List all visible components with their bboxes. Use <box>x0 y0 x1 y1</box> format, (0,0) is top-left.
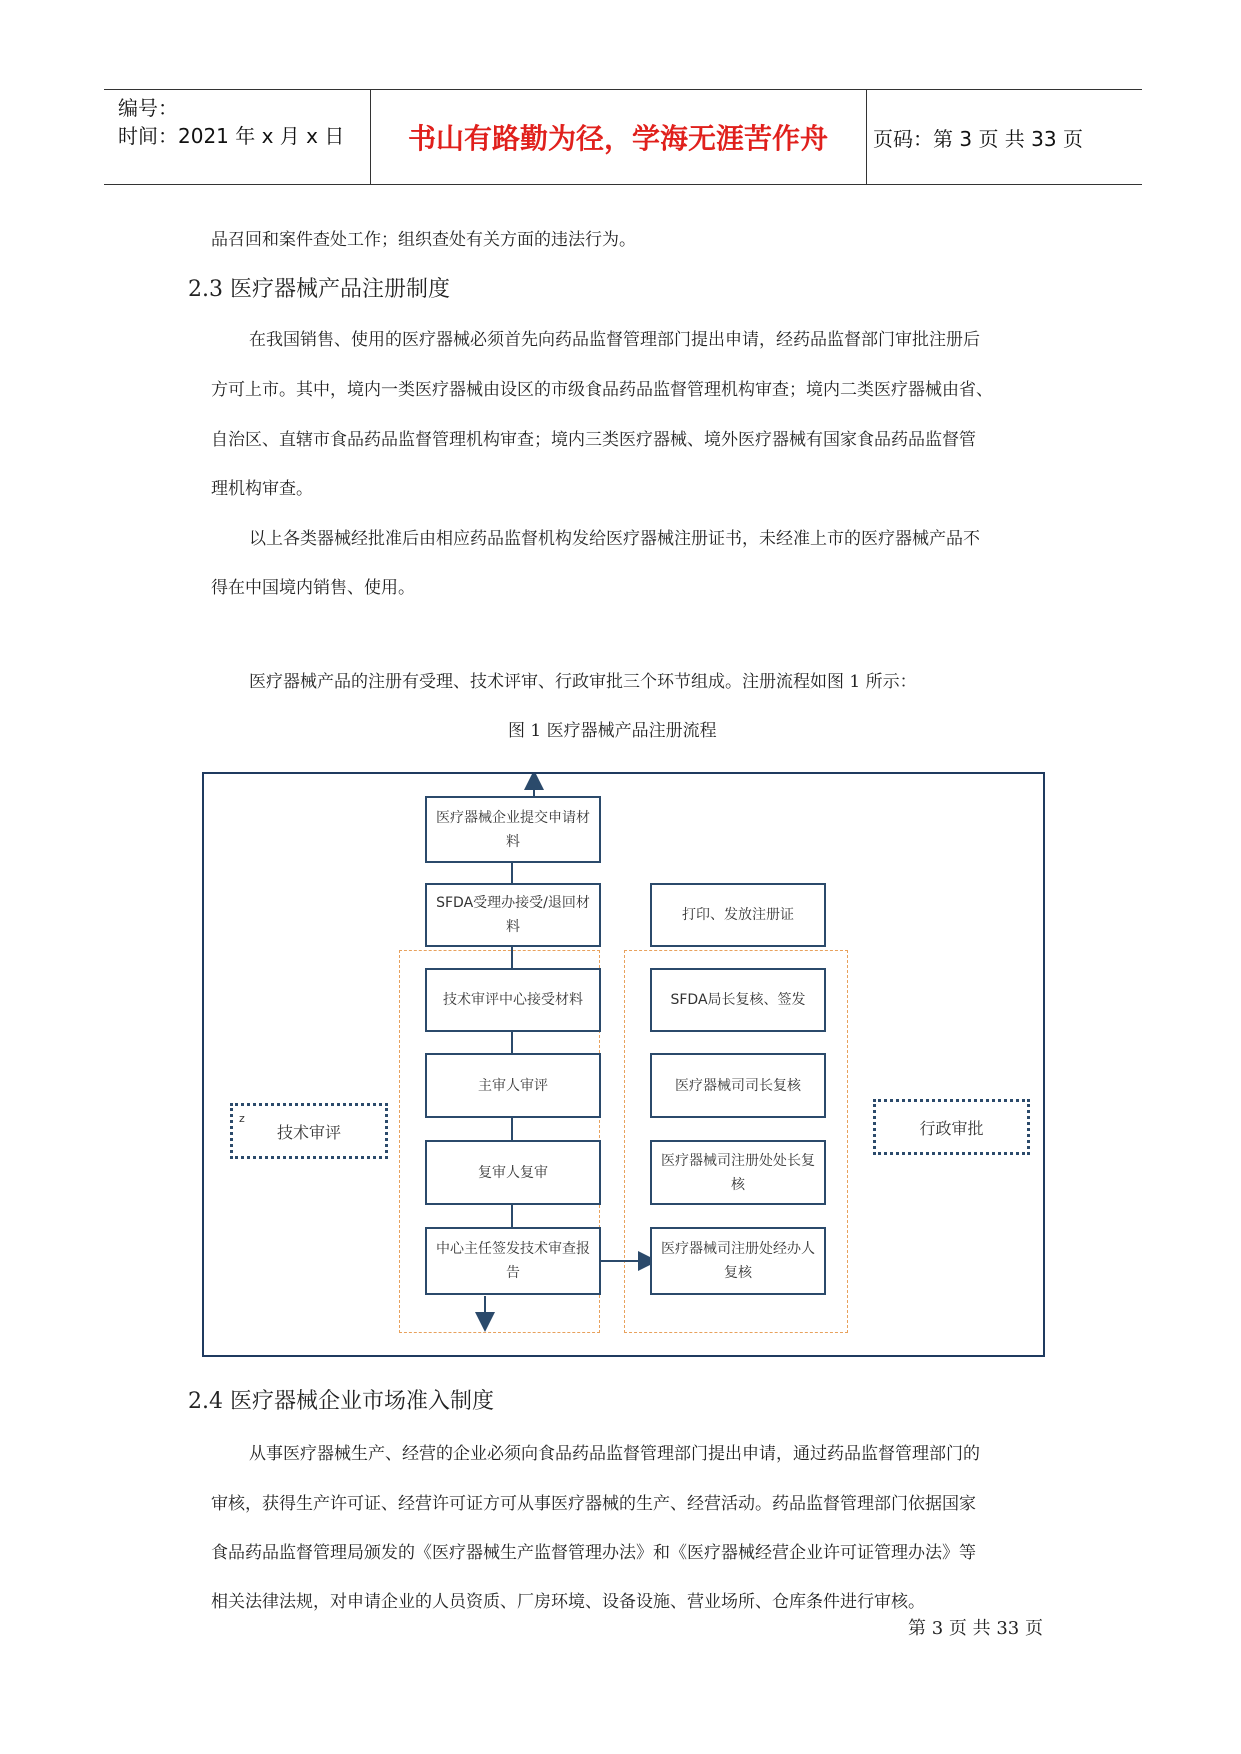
flow-step-director-sign: 中心主任签发技术审查报告 <box>425 1227 601 1295</box>
page-footer: 第 3 页 共 33 页 <box>908 1618 1043 1639</box>
paragraph-line: 方可上市。其中，境内一类医疗器械由设区的市级食品药品监督管理机构审查；境内二类医疗器械由省、 <box>211 380 993 400</box>
flow-connector <box>511 1118 513 1140</box>
flow-step-sfda-director: SFDA局长复核、签发 <box>650 968 826 1032</box>
paragraph-line: 理机构审查。 <box>211 479 313 499</box>
header-time: 时间：2021 年 x 月 x 日 <box>118 124 345 148</box>
flow-step-chief-review: 主审人审评 <box>425 1053 601 1118</box>
flow-connector <box>511 947 513 968</box>
paragraph-line: 相关法律法规，对申请企业的人员资质、厂房环境、设备设施、营业场所、仓库条件进行审核。 <box>211 1592 925 1612</box>
paragraph-line: 品召回和案件查处工作；组织查处有关方面的违法行为。 <box>211 230 636 250</box>
paragraph-line: 自治区、直辖市食品药品监督管理机构审查；境内三类医疗器械、境外医疗器械有国家食品药品监督管 <box>211 430 976 450</box>
flow-step-division-chief: 医疗器械司注册处处长复核 <box>650 1140 826 1205</box>
header-number: 编号： <box>118 96 178 120</box>
paragraph-line: 食品药品监督管理局颁发的《医疗器械生产监督管理办法》和《医疗器械经营企业许可证管理办法》等 <box>211 1543 976 1563</box>
flow-step-submit: 医疗器械企业提交申请材料 <box>425 796 601 863</box>
flow-step-accept: SFDA受理办接受/退回材料 <box>425 883 601 947</box>
header-motto: 书山有路勤为径，学海无涯苦作舟 <box>407 122 828 155</box>
admin-approval-label: 行政审批 <box>873 1099 1030 1155</box>
paragraph-line: 审核，获得生产许可证、经营许可证方可从事医疗器械的生产、经营活动。药品监督管理部门依据国家 <box>211 1494 976 1514</box>
paragraph-line: 以上各类器械经批准后由相应药品监督机构发给医疗器械注册证书，未经准上市的医疗器械产品不 <box>249 529 980 549</box>
tech-review-mark: z <box>239 1112 245 1125</box>
paragraph-line: 得在中国境内销售、使用。 <box>211 578 415 598</box>
figure-caption: 图 1 医疗器械产品注册流程 <box>508 721 717 741</box>
flow-connector <box>511 1205 513 1227</box>
tech-review-label <box>230 1103 388 1159</box>
flow-step-issue-cert: 打印、发放注册证 <box>650 883 826 947</box>
section-heading-2-4: 2.4 医疗器械企业市场准入制度 <box>188 1389 494 1414</box>
section-heading-2-3: 2.3 医疗器械产品注册制度 <box>188 277 450 302</box>
flow-step-dept-director: 医疗器械司司长复核 <box>650 1053 826 1118</box>
flow-step-re-review: 复审人复审 <box>425 1140 601 1205</box>
flow-step-tech-center: 技术审评中心接受材料 <box>425 968 601 1032</box>
paragraph-line: 在我国销售、使用的医疗器械必须首先向药品监督管理部门提出申请，经药品监督部门审批注册后 <box>249 330 980 350</box>
header-divider <box>866 90 867 184</box>
header-info <box>118 94 344 150</box>
flow-connector <box>511 1032 513 1053</box>
paragraph-line: 医疗器械产品的注册有受理、技术评审、行政审批三个环节组成。注册流程如图 1 所示： <box>249 672 917 692</box>
flow-connector <box>511 863 513 883</box>
paragraph-line: 从事医疗器械生产、经营的企业必须向食品药品监督管理部门提出申请，通过药品监督管理部门的 <box>249 1444 980 1464</box>
flow-connectors <box>204 774 1047 1359</box>
header-page-number: 页码：第 3 页 共 33 页 <box>873 126 1083 151</box>
page-header <box>104 89 1142 185</box>
flow-step-handler: 医疗器械司注册处经办人复核 <box>650 1227 826 1295</box>
flowchart-figure <box>202 772 1045 1357</box>
tech-review-text: 技术审评 <box>276 1122 341 1142</box>
